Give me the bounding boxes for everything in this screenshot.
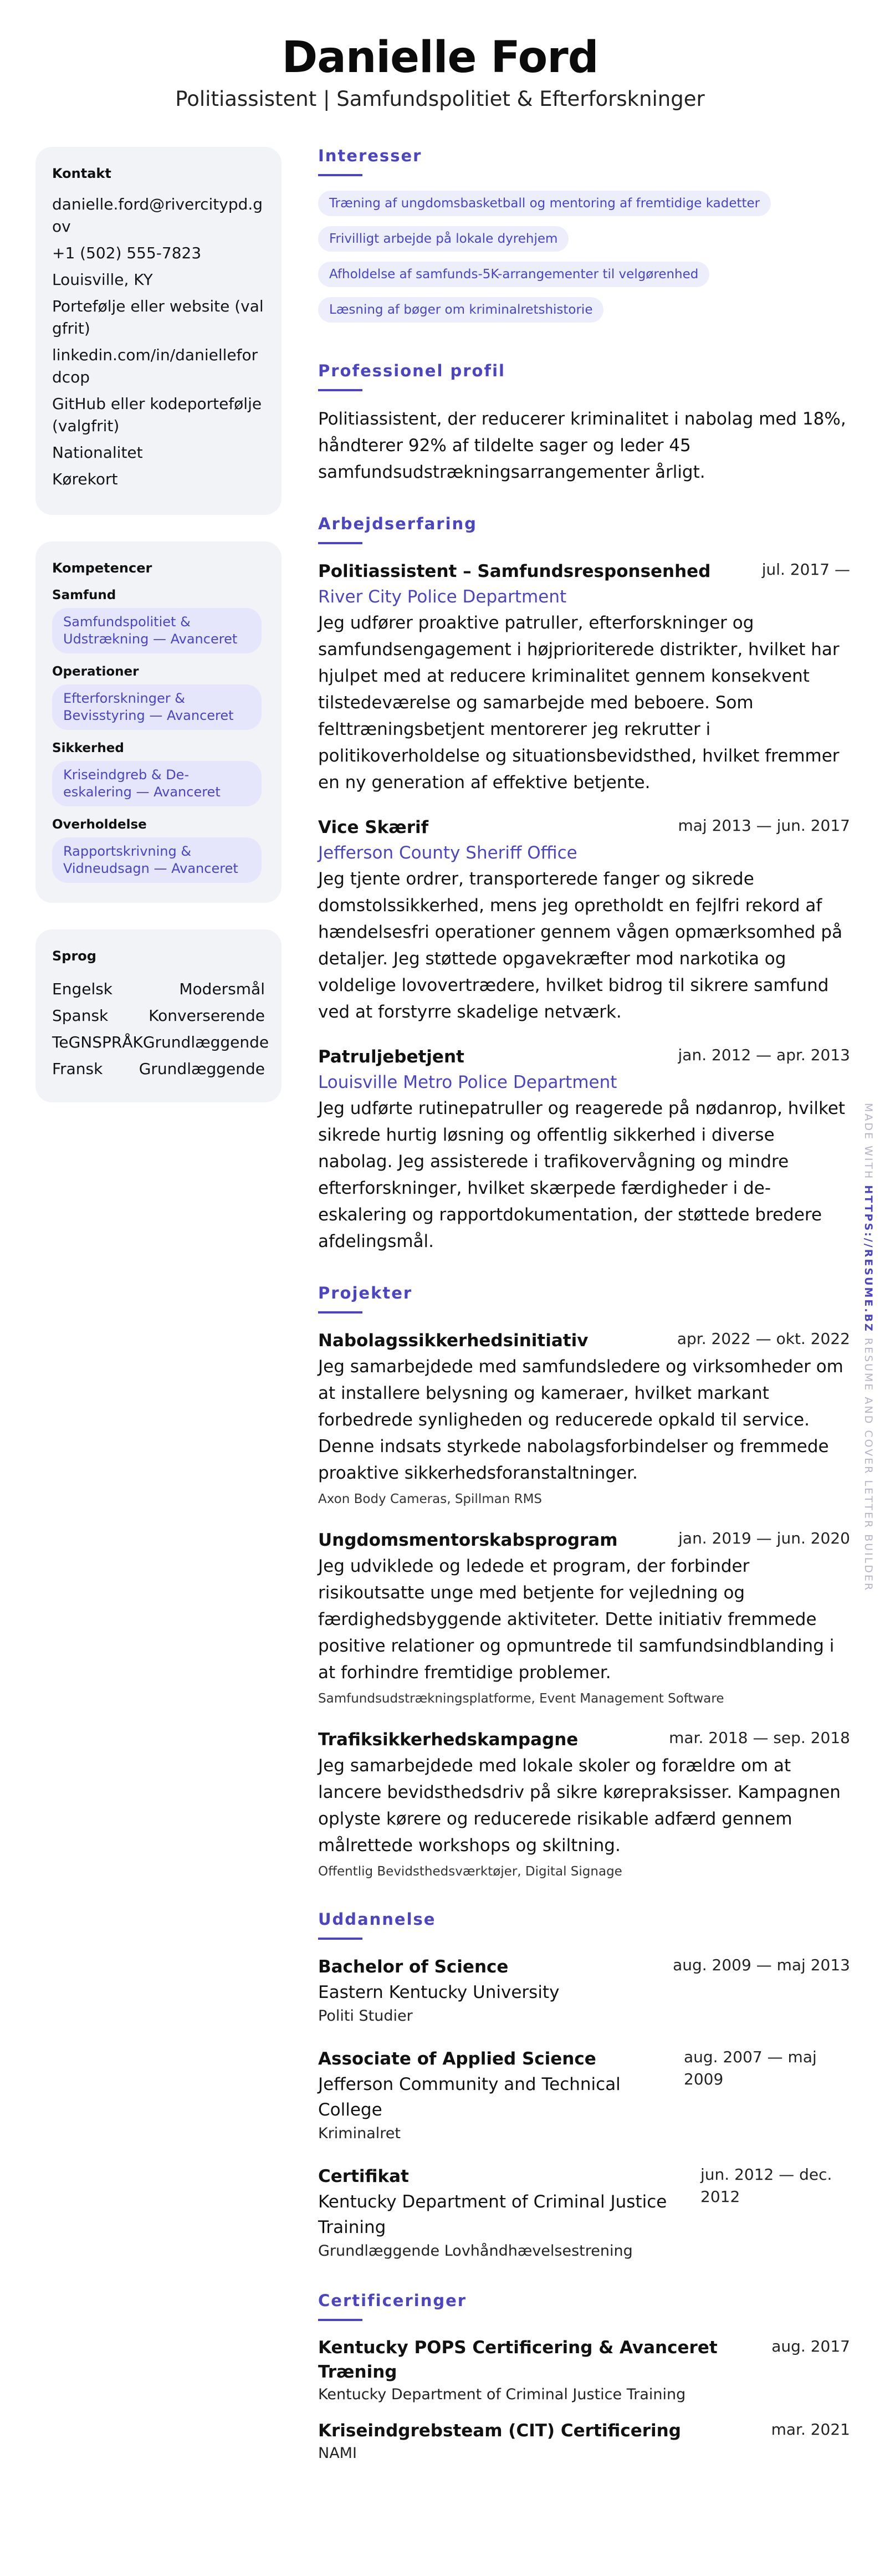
project-entry (318, 1527, 850, 1708)
education-entry (318, 1954, 850, 2027)
skill-group-title: Overholdelse (52, 817, 147, 832)
contact-linkedin[interactable]: linkedin.com/in/daniellefordcop (52, 346, 258, 386)
education-date: jun. 2012 — dec. 2012 (700, 2165, 832, 2206)
job-title: Politiassistent – Samfundsresponsenhed (318, 561, 711, 581)
field-of-study: Politi Studier (318, 2007, 413, 2025)
interests-section (318, 145, 850, 333)
skills-title: Kompetencer (52, 560, 152, 576)
languages-card (35, 929, 282, 1102)
contact-location: Louisville, KY (52, 270, 153, 289)
skill-group-title: Sikkerhed (52, 741, 124, 755)
contact-email[interactable]: danielle.ford@rivercitypd.gov (52, 195, 263, 236)
section-divider (318, 1938, 362, 1940)
field-of-study: Grundlæggende Lovhåndhævelsestrening (318, 2242, 633, 2260)
project-tech: Offentlig Bevidsthedsværktøjer, Digital Signage (318, 1864, 622, 1879)
interest-chip: Træning af ungdomsbasketball og mentoring af fremtidige kadetter (318, 191, 771, 216)
certifications-title: Certificeringer (318, 2291, 467, 2310)
profile-text: Politiassistent, der reducerer kriminalitet i nabolag med 18%, håndterer 92% af tildelte sager og leder 45 samfundsudstrækningsarrangementer årligt. (318, 409, 846, 482)
language-name: TeGNSPRÅK (52, 1033, 143, 1051)
skill-chip: Efterforskninger & Bevisstyring — Avanceret (52, 684, 262, 730)
section-divider (318, 2319, 362, 2321)
institution: Eastern Kentucky University (318, 1982, 560, 2002)
project-entry (318, 1328, 850, 1509)
experience-entry (318, 559, 850, 796)
skill-chip: Samfundspolitiet & Udstrækning — Avanceret (52, 608, 262, 653)
job-employer: River City Police Department (318, 587, 567, 607)
profile-title: Professionel profil (318, 361, 505, 380)
education-date: aug. 2009 — maj 2013 (673, 1956, 850, 1974)
job-date: jul. 2017 — (761, 560, 850, 579)
contact-github[interactable]: GitHub eller kodeportefølje (valgfrit) (52, 395, 262, 435)
contact-phone[interactable]: +1 (502) 555-7823 (52, 244, 202, 262)
experience-entry (318, 1044, 850, 1255)
certification-issuer: Kentucky Department of Criminal Justice Training (318, 2386, 686, 2403)
language-row (52, 1003, 265, 1029)
language-name: Fransk (52, 1060, 103, 1078)
language-level: Grundlæggende (142, 1033, 269, 1051)
watermark-link[interactable]: HTTPS://RESUME.BZ (862, 1185, 874, 1333)
project-date: mar. 2018 — sep. 2018 (669, 1729, 850, 1747)
interests-title: Interesser (318, 146, 422, 165)
language-name: Spansk (52, 1006, 109, 1025)
job-title: Patruljebetjent (318, 1047, 464, 1067)
section-divider (318, 389, 362, 391)
certification-issuer: NAMI (318, 2445, 357, 2462)
certification-date: mar. 2021 (771, 2420, 850, 2439)
skill-group-title: Operationer (52, 665, 139, 679)
experience-entry (318, 815, 850, 1025)
certification-title: Kriseindgrebsteam (CIT) Certificering (318, 2421, 681, 2441)
contact-portfolio[interactable]: Portefølje eller website (valgfrit) (52, 297, 264, 338)
institution: Kentucky Department of Criminal Justice Training (318, 2192, 667, 2237)
education-date: aug. 2007 — maj 2009 (684, 2048, 817, 2088)
project-title: Nabolagssikkerhedsinitiativ (318, 1331, 589, 1351)
watermark-prefix: MADE WITH (862, 1103, 874, 1185)
skill-group-title: Samfund (52, 588, 116, 602)
job-subtitle: Politiassistent | Samfundspolitiet & Efterforskninger (175, 87, 705, 111)
projects-section (318, 1282, 850, 1881)
field-of-study: Kriminalret (318, 2125, 401, 2142)
language-level: Konverserende (149, 1006, 265, 1025)
skill-chip: Rapportskrivning & Vidneudsagn — Avanceret (52, 837, 262, 883)
resume-header (0, 31, 880, 112)
profile-section (318, 360, 850, 485)
job-description: Jeg udfører proaktive patruller, efterforskninger og samfundsengagement i højprioriterede distrikter, hvilket har hjulpet med at reducere kriminalitet gennem konsekvent tilstedeværelse og samarbejde med beboere. Som felttræningsbetjent mentorerer jeg rekrutter i politikoverholdelse og situationsbevidsthed, hvilket fremmer en ny generation af effektive betjente. (318, 613, 840, 793)
institution: Jefferson Community and Technical College (318, 2074, 621, 2120)
watermark-suffix: RESUME AND COVER LETTER BUILDER (862, 1332, 874, 1592)
job-date: jan. 2012 — apr. 2013 (678, 1046, 850, 1064)
language-row (52, 1056, 265, 1082)
certifications-section (318, 2290, 850, 2464)
project-entry (318, 1727, 850, 1881)
degree-title: Certifikat (318, 2166, 409, 2186)
education-entry (318, 2046, 850, 2145)
language-row (52, 976, 265, 1003)
experience-section (318, 513, 850, 1255)
certification-entry (318, 2419, 850, 2464)
language-name: Engelsk (52, 980, 113, 998)
project-description: Jeg udviklede og ledede et program, der forbinder risikoutsatte unge med betjente for vejledning og færdighedsbyggende aktiviteter. Dette initiativ fremmede positive relationer og opmuntrede til samfundsindblanding i at forhindre fremtidige problemer. (318, 1556, 835, 1683)
interest-chip: Afholdelse af samfunds-5K-arrangementer til velgørenhed (318, 262, 709, 287)
job-date: maj 2013 — jun. 2017 (678, 816, 850, 835)
skills-card (35, 541, 282, 903)
section-divider (318, 542, 362, 544)
language-level: Modersmål (179, 980, 265, 998)
job-employer: Louisville Metro Police Department (318, 1072, 617, 1092)
sidebar (35, 147, 282, 1129)
section-divider (318, 1311, 362, 1313)
interest-chip: Læsning af bøger om kriminalretshistorie (318, 297, 603, 323)
project-title: Trafiksikkerhedskampagne (318, 1730, 579, 1750)
person-name: Danielle Ford (282, 33, 598, 83)
contact-nationality: Nationalitet (52, 443, 143, 462)
project-date: apr. 2022 — okt. 2022 (677, 1330, 850, 1348)
degree-title: Bachelor of Science (318, 1957, 509, 1977)
job-title: Vice Skærif (318, 817, 429, 837)
project-tech: Axon Body Cameras, Spillman RMS (318, 1492, 543, 1506)
experience-title: Arbejdserfaring (318, 514, 477, 533)
education-section (318, 1909, 850, 2262)
education-title: Uddannelse (318, 1910, 436, 1929)
language-level: Grundlæggende (139, 1060, 265, 1078)
job-description: Jeg udførte rutinepatruller og reagerede på nødanrop, hvilket sikrede hurtig løsning og offentlig sikkerhed i diverse nabolag. Jeg assisterede i trafikovervågning og mindre efterforskninger, hvilket skærpede færdigheder i de-eskalering og rapportdokumentation, der støttede bredere afdelingsmål. (318, 1098, 846, 1251)
project-tech: Samfundsudstrækningsplatforme, Event Management Software (318, 1691, 724, 1706)
job-description: Jeg tjente ordrer, transporterede fanger og sikrede domstolssikkerhed, mens jeg opretholdt en fejlfri rekord af hændelsesfri operationer gennem vågen opmærksomhed på detaljer. Jeg støttede opgavekræfter mod narkotika og voldelige lovovertrædere, hvilket bidrog til sikrere samfund ved at forstyrre skadelige netværk. (318, 869, 843, 1022)
skill-chip: Kriseindgreb & De-eskalering — Avanceret (52, 761, 262, 806)
degree-title: Associate of Applied Science (318, 2049, 596, 2069)
projects-title: Projekter (318, 1284, 413, 1302)
project-description: Jeg samarbejdede med lokale skoler og forældre om at lancere bevidsthedsdriv på sikre kørepraksisser. Kampagnen oplyste kørere og reducerede risikable adfærd gennem målrettede workshops og skiltning. (318, 1756, 841, 1856)
main-column (318, 145, 850, 2492)
contact-card (35, 147, 282, 515)
project-date: jan. 2019 — jun. 2020 (678, 1529, 850, 1547)
language-row (52, 1029, 269, 1056)
project-title: Ungdomsmentorskabsprogram (318, 1530, 618, 1550)
section-divider (318, 174, 362, 176)
certification-title: Kentucky POPS Certificering & Avanceret Træning (318, 2338, 718, 2382)
job-employer: Jefferson County Sheriff Office (318, 843, 577, 863)
project-description: Jeg samarbejdede med samfundsledere og virksomheder om at installere belysning og kameraer, hvilket markant forbedrede synligheden og reducerede opkald til service. Denne indsats styrkede nabolagsforbindelser og fremmede proaktive sikkerhedsforanstaltninger. (318, 1357, 843, 1483)
contact-title: Kontakt (52, 166, 111, 181)
builder-watermark (862, 1103, 874, 1592)
certification-entry (318, 2335, 850, 2405)
certification-date: aug. 2017 (771, 2337, 850, 2355)
interest-chip: Frivilligt arbejde på lokale dyrehjem (318, 226, 569, 252)
languages-title: Sprog (52, 948, 96, 964)
education-entry (318, 2164, 850, 2262)
contact-license: Kørekort (52, 470, 118, 488)
